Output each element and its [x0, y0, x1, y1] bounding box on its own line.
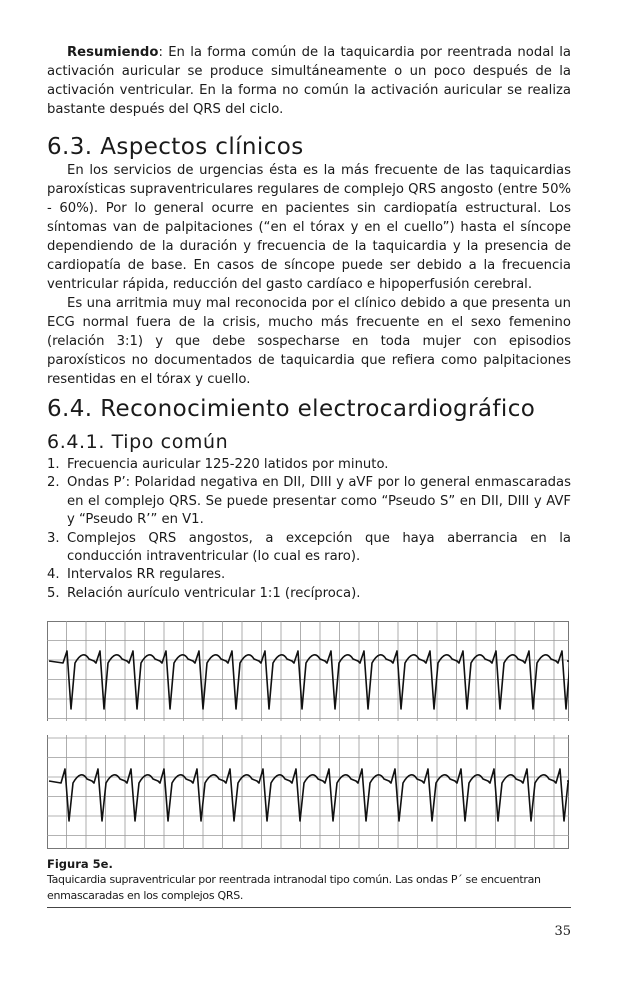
clinical-paragraph-1: En los servicios de urgencias ésta es la más frecuente de las taquicardias paroxísticas supraventriculares regulares de complejo QRS angosto (entre 50% - 60%). Por lo general ocurre en pacientes sin cardiopatía estructural. Los síntomas van de palpitaciones (“en el tórax y en el cuello”) hasta el síncope dependiendo de la duración y frecuencia de la taquicardia y la presencia de cardiopatía de base. En casos de síncope puede ser debido a la frecuencia ventricular rápida, reducción del gasto cardíaco e hipoperfusión cerebral. [47, 163, 571, 292]
list-item [47, 474, 571, 529]
page-number: 35 [554, 924, 571, 939]
list-item-number: 5. [47, 585, 60, 601]
section-6-4-heading: 6.4. Reconocimiento electrocardiográfico [47, 396, 536, 422]
criteria-list [47, 456, 571, 603]
section-6-3-heading: 6.3. Aspectos clínicos [47, 134, 304, 160]
footer-rule [47, 907, 571, 908]
list-item [47, 566, 571, 584]
summary-text: : En la forma común de la taquicardia por reentrada nodal la activación auricular se produce simultáneamente o un poco después de la activación ventricular. En la forma no común la activación auricular se realiza bastante después del QRS del ciclo. [47, 45, 571, 117]
ecg-strip-figure [47, 621, 569, 849]
list-item-text: Complejos QRS angostos, a excepción que haya aberrancia en la conducción intraventricular (lo cual es raro). [67, 530, 571, 565]
section-6-4-1-heading: 6.4.1. Tipo común [47, 431, 229, 453]
ecg-grid [47, 621, 569, 849]
list-item [47, 456, 571, 474]
list-item-number: 2. [47, 475, 60, 491]
summary-paragraph [47, 43, 571, 119]
figure-title: Figura 5e. [47, 857, 113, 871]
list-item-number: 3. [47, 530, 60, 546]
list-item-number: 1. [47, 457, 60, 472]
list-item [47, 530, 571, 567]
list-item [47, 585, 571, 603]
list-item-text: Frecuencia auricular 125-220 latidos por minuto. [67, 457, 389, 472]
summary-lead: Resumiendo [67, 45, 159, 60]
clinical-paragraph-2: Es una arritmia muy mal reconocida por el clínico debido a que presenta un ECG normal fuera de la crisis, mucho más frecuente en el sexo femenino (relación 3:1) y que debe sospecharse en toda mujer con episodios paroxísticos no documentados de taquicardia que refiera como palpitaciones resentidas en el tórax y cuello. [47, 296, 571, 387]
list-item-text: Ondas P’: Polaridad negativa en DII, DIII y aVF por lo general enmascaradas en el complejo QRS. Se puede presentar como “Pseudo S” en DII, DIII y AVF y “Pseudo R’” en V1. [67, 475, 571, 528]
figure-caption-text: Taquicardia supraventricular por reentrada intranodal tipo común. Las ondas P´ se encuentran enmascaradas en los complejos QRS. [47, 873, 541, 902]
list-item-text: Intervalos RR regulares. [67, 567, 226, 583]
list-item-text: Relación aurículo ventricular 1:1 (recíproca). [67, 585, 361, 601]
section-6-3-body [47, 161, 571, 389]
figure-caption [47, 857, 571, 904]
list-item-number: 4. [47, 567, 60, 583]
